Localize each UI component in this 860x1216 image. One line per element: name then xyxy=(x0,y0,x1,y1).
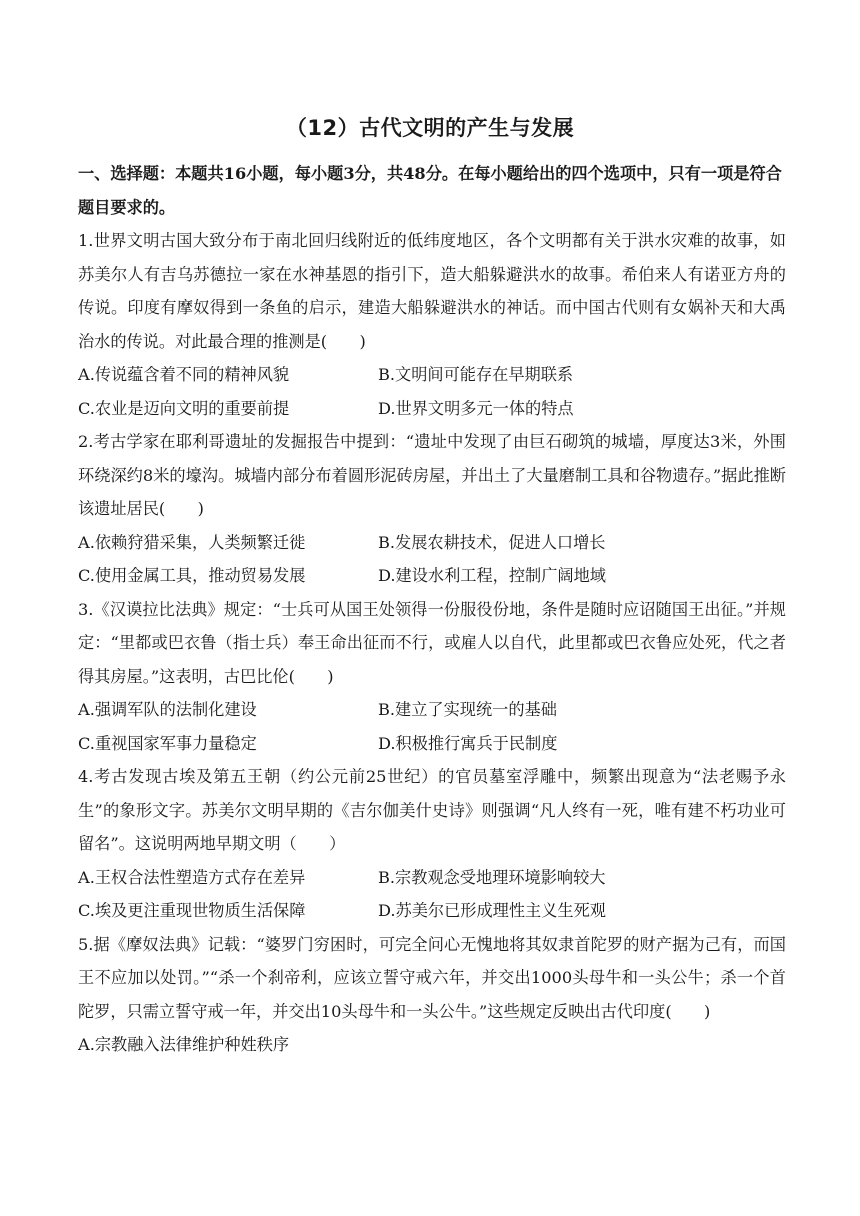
question-4 xyxy=(78,760,786,928)
option-grid xyxy=(78,861,786,928)
option-a: A.依赖狩猎采集，人类频繁迁徙 xyxy=(78,532,306,552)
option-b: B.宗教观念受地理环境影响较大 xyxy=(378,867,606,887)
option-d: D.世界文明多元一体的特点 xyxy=(378,398,574,418)
option-c: C.使用金属工具，推动贸易发展 xyxy=(78,566,306,585)
question-list xyxy=(78,224,786,1062)
option-a: A.传说蕴含着不同的精神风貌 xyxy=(78,365,290,384)
question-stem: 2.考古学家在耶利哥遗址的发掘报告中提到：“遗址中发现了由巨石砌筑的城墙，厚度达3米，外围环绕深约8米的壕沟。城墙内部分布着圆形泥砖房屋，并出土了大量磨制工具和谷物遗存。”据此推断该遗址居民( ) xyxy=(78,432,786,518)
option-a: A.宗教融入法律维护种姓秩序 xyxy=(78,1035,290,1054)
page-title: （12）古代文明的产生与发展 xyxy=(285,116,575,140)
option-grid xyxy=(78,693,786,760)
option-grid xyxy=(78,1028,786,1062)
section-heading: 一、选择题：本题共16小题，每小题3分，共48分。在每小题给出的四个选项中，只有一项是符合题目要求的。 xyxy=(78,164,782,217)
question-stem: 1.世界文明古国大致分布于南北回归线附近的低纬度地区，各个文明都有关于洪水灾难的故事，如苏美尔人有吉乌苏德拉一家在水神基恩的指引下，造大船躲避洪水的故事。希伯来人有诺亚方舟的传说。印度有摩奴得到一条鱼的启示，建造大船躲避洪水的神话。而中国古代则有女娲补天和大禹治水的传说。对此最合理的推测是( ) xyxy=(78,231,786,351)
option-c: C.重视国家军事力量稳定 xyxy=(78,733,257,753)
question-1 xyxy=(78,224,786,425)
option-c: C.农业是迈向文明的重要前提 xyxy=(78,398,290,418)
option-a: A.王权合法性塑造方式存在差异 xyxy=(78,867,306,887)
question-2 xyxy=(78,425,786,593)
question-stem: 4.考古发现古埃及第五王朝（约公元前25世纪）的官员墓室浮雕中，频繁出现意为“法老赐予永生”的象形文字。苏美尔文明早期的《吉尔伽美什史诗》则强调“凡人终有一死，唯有建不朽功业可留名”。这说明两地早期文明（ ） xyxy=(78,767,786,853)
option-b: B.建立了实现统一的基础 xyxy=(378,700,557,719)
option-grid xyxy=(78,526,786,593)
option-grid xyxy=(78,358,786,425)
option-d: D.建设水利工程，控制广阔地域 xyxy=(378,566,606,585)
option-a: A.强调军队的法制化建设 xyxy=(78,700,257,719)
option-b: B.文明间可能存在早期联系 xyxy=(378,365,574,384)
option-d: D.积极推行寓兵于民制度 xyxy=(378,733,558,753)
question-5 xyxy=(78,928,786,1062)
option-d: D.苏美尔已形成理性主义生死观 xyxy=(378,901,606,920)
option-c: C.埃及更注重现世物质生活保障 xyxy=(78,901,306,920)
question-3 xyxy=(78,593,786,761)
option-b: B.发展农耕技术，促进人口增长 xyxy=(378,532,606,552)
question-stem: 5.据《摩奴法典》记载：“婆罗门穷困时，可完全问心无愧地将其奴隶首陀罗的财产据为己有，而国王不应加以处罚。”“杀一个刹帝利，应该立誓守戒六年，并交出1000头母牛和一头公牛；杀一个首陀罗，只需立誓守戒一年，并交出10头母牛和一头公牛。”这些规定反映出古代印度( ) xyxy=(78,934,786,1021)
question-stem: 3.《汉谟拉比法典》规定：“士兵可从国王处领得一份服役份地，条件是随时应诏随国王出征。”并规定：“里都或巴衣鲁（指士兵）奉王命出征而不行，或雇人以自代，此里都或巴衣鲁应处死，代之者得其房屋。”这表明，古巴比伦( ) xyxy=(78,599,786,686)
